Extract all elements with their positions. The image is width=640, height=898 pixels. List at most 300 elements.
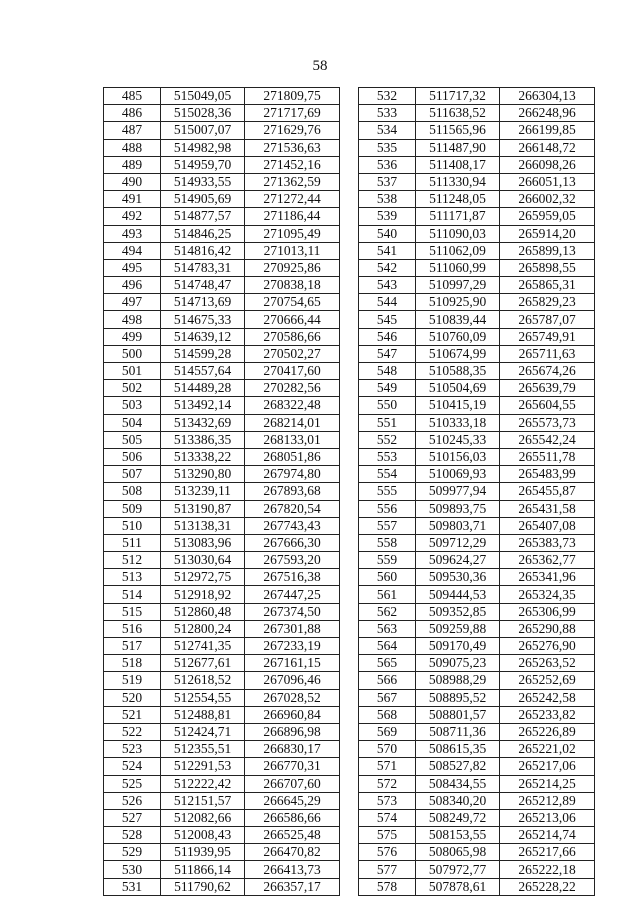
x-coordinate-cell: 514489,28 bbox=[161, 380, 245, 397]
point-number-cell: 536 bbox=[359, 156, 416, 173]
point-number-cell: 577 bbox=[359, 861, 416, 878]
table-row bbox=[359, 723, 595, 740]
table-body bbox=[359, 88, 595, 896]
table-row bbox=[104, 792, 340, 809]
table-body bbox=[104, 88, 340, 896]
table-row bbox=[359, 586, 595, 603]
table-row bbox=[359, 397, 595, 414]
y-coordinate-cell: 265217,06 bbox=[500, 758, 595, 775]
point-number-cell: 509 bbox=[104, 500, 161, 517]
y-coordinate-cell: 265674,26 bbox=[500, 363, 595, 380]
y-coordinate-cell: 270754,65 bbox=[245, 294, 340, 311]
table-row bbox=[359, 861, 595, 878]
x-coordinate-cell: 511717,32 bbox=[416, 88, 500, 105]
point-number-cell: 517 bbox=[104, 638, 161, 655]
x-coordinate-cell: 509977,94 bbox=[416, 483, 500, 500]
table-row bbox=[359, 500, 595, 517]
point-number-cell: 498 bbox=[104, 311, 161, 328]
point-number-cell: 562 bbox=[359, 603, 416, 620]
x-coordinate-cell: 514905,69 bbox=[161, 191, 245, 208]
x-coordinate-cell: 512800,24 bbox=[161, 620, 245, 637]
point-number-cell: 573 bbox=[359, 792, 416, 809]
point-number-cell: 574 bbox=[359, 809, 416, 826]
y-coordinate-cell: 265306,99 bbox=[500, 603, 595, 620]
point-number-cell: 569 bbox=[359, 723, 416, 740]
point-number-cell: 513 bbox=[104, 569, 161, 586]
x-coordinate-cell: 513138,31 bbox=[161, 517, 245, 534]
point-number-cell: 535 bbox=[359, 139, 416, 156]
table-row bbox=[104, 397, 340, 414]
x-coordinate-cell: 511638,52 bbox=[416, 105, 500, 122]
y-coordinate-cell: 268214,01 bbox=[245, 414, 340, 431]
x-coordinate-cell: 510504,69 bbox=[416, 380, 500, 397]
y-coordinate-cell: 271629,76 bbox=[245, 122, 340, 139]
x-coordinate-cell: 513190,87 bbox=[161, 500, 245, 517]
table-row bbox=[104, 672, 340, 689]
y-coordinate-cell: 265383,73 bbox=[500, 534, 595, 551]
table-row bbox=[359, 775, 595, 792]
y-coordinate-cell: 271536,63 bbox=[245, 139, 340, 156]
x-coordinate-cell: 514748,47 bbox=[161, 277, 245, 294]
table-row bbox=[359, 122, 595, 139]
table-row bbox=[104, 466, 340, 483]
x-coordinate-cell: 507878,61 bbox=[416, 878, 500, 895]
y-coordinate-cell: 267820,54 bbox=[245, 500, 340, 517]
y-coordinate-cell: 266199,85 bbox=[500, 122, 595, 139]
x-coordinate-cell: 511565,96 bbox=[416, 122, 500, 139]
y-coordinate-cell: 265787,07 bbox=[500, 311, 595, 328]
y-coordinate-cell: 270417,60 bbox=[245, 363, 340, 380]
y-coordinate-cell: 266357,17 bbox=[245, 878, 340, 895]
y-coordinate-cell: 267028,52 bbox=[245, 689, 340, 706]
table-row bbox=[104, 827, 340, 844]
table-row bbox=[104, 586, 340, 603]
table-row bbox=[104, 311, 340, 328]
table-row bbox=[104, 448, 340, 465]
y-coordinate-cell: 267593,20 bbox=[245, 552, 340, 569]
table-row bbox=[104, 517, 340, 534]
y-coordinate-cell: 265829,23 bbox=[500, 294, 595, 311]
x-coordinate-cell: 512151,57 bbox=[161, 792, 245, 809]
point-number-cell: 487 bbox=[104, 122, 161, 139]
point-number-cell: 529 bbox=[104, 844, 161, 861]
x-coordinate-cell: 511408,17 bbox=[416, 156, 500, 173]
y-coordinate-cell: 270925,86 bbox=[245, 259, 340, 276]
point-number-cell: 567 bbox=[359, 689, 416, 706]
x-coordinate-cell: 514982,98 bbox=[161, 139, 245, 156]
x-coordinate-cell: 510997,29 bbox=[416, 277, 500, 294]
y-coordinate-cell: 270586,66 bbox=[245, 328, 340, 345]
x-coordinate-cell: 514639,12 bbox=[161, 328, 245, 345]
x-coordinate-cell: 511171,87 bbox=[416, 208, 500, 225]
x-coordinate-cell: 510839,44 bbox=[416, 311, 500, 328]
x-coordinate-cell: 514713,69 bbox=[161, 294, 245, 311]
x-coordinate-cell: 509259,88 bbox=[416, 620, 500, 637]
point-number-cell: 500 bbox=[104, 345, 161, 362]
table-row bbox=[104, 689, 340, 706]
x-coordinate-cell: 509893,75 bbox=[416, 500, 500, 517]
y-coordinate-cell: 265511,78 bbox=[500, 448, 595, 465]
y-coordinate-cell: 268133,01 bbox=[245, 431, 340, 448]
point-number-cell: 485 bbox=[104, 88, 161, 105]
point-number-cell: 538 bbox=[359, 191, 416, 208]
x-coordinate-cell: 508527,82 bbox=[416, 758, 500, 775]
point-number-cell: 488 bbox=[104, 139, 161, 156]
point-number-cell: 571 bbox=[359, 758, 416, 775]
y-coordinate-cell: 267447,25 bbox=[245, 586, 340, 603]
point-number-cell: 502 bbox=[104, 380, 161, 397]
y-coordinate-cell: 265341,96 bbox=[500, 569, 595, 586]
x-coordinate-cell: 510245,33 bbox=[416, 431, 500, 448]
table-row bbox=[104, 569, 340, 586]
table-row bbox=[104, 655, 340, 672]
point-number-cell: 566 bbox=[359, 672, 416, 689]
x-coordinate-cell: 512291,53 bbox=[161, 758, 245, 775]
table-row bbox=[359, 792, 595, 809]
point-number-cell: 549 bbox=[359, 380, 416, 397]
point-number-cell: 512 bbox=[104, 552, 161, 569]
y-coordinate-cell: 265914,20 bbox=[500, 225, 595, 242]
y-coordinate-cell: 267974,80 bbox=[245, 466, 340, 483]
y-coordinate-cell: 266770,31 bbox=[245, 758, 340, 775]
point-number-cell: 528 bbox=[104, 827, 161, 844]
table-row bbox=[104, 809, 340, 826]
x-coordinate-cell: 512222,42 bbox=[161, 775, 245, 792]
point-number-cell: 493 bbox=[104, 225, 161, 242]
table-row bbox=[104, 259, 340, 276]
table-row bbox=[359, 758, 595, 775]
table-row bbox=[359, 328, 595, 345]
table-row bbox=[359, 448, 595, 465]
point-number-cell: 504 bbox=[104, 414, 161, 431]
page-number: 58 bbox=[312, 58, 328, 74]
x-coordinate-cell: 513030,64 bbox=[161, 552, 245, 569]
table-row bbox=[359, 242, 595, 259]
y-coordinate-cell: 267374,50 bbox=[245, 603, 340, 620]
y-coordinate-cell: 265228,22 bbox=[500, 878, 595, 895]
point-number-cell: 546 bbox=[359, 328, 416, 345]
y-coordinate-cell: 266830,17 bbox=[245, 741, 340, 758]
table-row bbox=[359, 603, 595, 620]
table-row bbox=[359, 569, 595, 586]
x-coordinate-cell: 512972,75 bbox=[161, 569, 245, 586]
x-coordinate-cell: 514846,25 bbox=[161, 225, 245, 242]
point-number-cell: 506 bbox=[104, 448, 161, 465]
table-row bbox=[104, 225, 340, 242]
table-row bbox=[359, 466, 595, 483]
y-coordinate-cell: 267096,46 bbox=[245, 672, 340, 689]
point-number-cell: 539 bbox=[359, 208, 416, 225]
x-coordinate-cell: 514783,31 bbox=[161, 259, 245, 276]
table-row bbox=[359, 208, 595, 225]
y-coordinate-cell: 265431,58 bbox=[500, 500, 595, 517]
x-coordinate-cell: 512488,81 bbox=[161, 706, 245, 723]
y-coordinate-cell: 266470,82 bbox=[245, 844, 340, 861]
point-number-cell: 565 bbox=[359, 655, 416, 672]
table-row bbox=[359, 173, 595, 190]
y-coordinate-cell: 265290,88 bbox=[500, 620, 595, 637]
point-number-cell: 543 bbox=[359, 277, 416, 294]
y-coordinate-cell: 267233,19 bbox=[245, 638, 340, 655]
y-coordinate-cell: 267301,88 bbox=[245, 620, 340, 637]
point-number-cell: 486 bbox=[104, 105, 161, 122]
x-coordinate-cell: 508711,36 bbox=[416, 723, 500, 740]
table-row bbox=[359, 552, 595, 569]
table-row bbox=[359, 345, 595, 362]
table-row bbox=[359, 844, 595, 861]
y-coordinate-cell: 266960,84 bbox=[245, 706, 340, 723]
table-row bbox=[359, 139, 595, 156]
x-coordinate-cell: 512677,61 bbox=[161, 655, 245, 672]
table-row bbox=[359, 655, 595, 672]
x-coordinate-cell: 513239,11 bbox=[161, 483, 245, 500]
point-number-cell: 556 bbox=[359, 500, 416, 517]
x-coordinate-cell: 511062,09 bbox=[416, 242, 500, 259]
x-coordinate-cell: 508249,72 bbox=[416, 809, 500, 826]
y-coordinate-cell: 271809,75 bbox=[245, 88, 340, 105]
y-coordinate-cell: 265226,89 bbox=[500, 723, 595, 740]
table-row bbox=[359, 191, 595, 208]
point-number-cell: 534 bbox=[359, 122, 416, 139]
table-row bbox=[359, 156, 595, 173]
x-coordinate-cell: 512860,48 bbox=[161, 603, 245, 620]
table-row bbox=[104, 431, 340, 448]
point-number-cell: 519 bbox=[104, 672, 161, 689]
point-number-cell: 572 bbox=[359, 775, 416, 792]
y-coordinate-cell: 266248,96 bbox=[500, 105, 595, 122]
table-row bbox=[359, 414, 595, 431]
x-coordinate-cell: 514816,42 bbox=[161, 242, 245, 259]
y-coordinate-cell: 265407,08 bbox=[500, 517, 595, 534]
x-coordinate-cell: 510415,19 bbox=[416, 397, 500, 414]
table-row bbox=[104, 191, 340, 208]
x-coordinate-cell: 512355,51 bbox=[161, 741, 245, 758]
x-coordinate-cell: 508434,55 bbox=[416, 775, 500, 792]
coordinates-table-left bbox=[103, 87, 340, 896]
y-coordinate-cell: 265242,58 bbox=[500, 689, 595, 706]
table-row bbox=[359, 827, 595, 844]
y-coordinate-cell: 265233,82 bbox=[500, 706, 595, 723]
point-number-cell: 520 bbox=[104, 689, 161, 706]
table-row bbox=[359, 620, 595, 637]
point-number-cell: 508 bbox=[104, 483, 161, 500]
point-number-cell: 537 bbox=[359, 173, 416, 190]
table-row bbox=[104, 775, 340, 792]
table-row bbox=[104, 105, 340, 122]
y-coordinate-cell: 265214,74 bbox=[500, 827, 595, 844]
x-coordinate-cell: 509170,49 bbox=[416, 638, 500, 655]
y-coordinate-cell: 265899,13 bbox=[500, 242, 595, 259]
point-number-cell: 499 bbox=[104, 328, 161, 345]
table-row bbox=[359, 105, 595, 122]
x-coordinate-cell: 508340,20 bbox=[416, 792, 500, 809]
table-row bbox=[359, 741, 595, 758]
table-row bbox=[104, 706, 340, 723]
point-number-cell: 526 bbox=[104, 792, 161, 809]
table-row bbox=[359, 225, 595, 242]
table-row bbox=[104, 88, 340, 105]
y-coordinate-cell: 271186,44 bbox=[245, 208, 340, 225]
x-coordinate-cell: 512424,71 bbox=[161, 723, 245, 740]
x-coordinate-cell: 514933,55 bbox=[161, 173, 245, 190]
y-coordinate-cell: 265959,05 bbox=[500, 208, 595, 225]
x-coordinate-cell: 512554,55 bbox=[161, 689, 245, 706]
y-coordinate-cell: 271452,16 bbox=[245, 156, 340, 173]
y-coordinate-cell: 265455,87 bbox=[500, 483, 595, 500]
table-row bbox=[104, 414, 340, 431]
point-number-cell: 511 bbox=[104, 534, 161, 551]
point-number-cell: 553 bbox=[359, 448, 416, 465]
table-row bbox=[359, 517, 595, 534]
point-number-cell: 545 bbox=[359, 311, 416, 328]
x-coordinate-cell: 513386,35 bbox=[161, 431, 245, 448]
y-coordinate-cell: 265213,06 bbox=[500, 809, 595, 826]
table-row bbox=[359, 706, 595, 723]
table-row bbox=[359, 380, 595, 397]
point-number-cell: 494 bbox=[104, 242, 161, 259]
x-coordinate-cell: 508615,35 bbox=[416, 741, 500, 758]
table-row bbox=[104, 208, 340, 225]
y-coordinate-cell: 265221,02 bbox=[500, 741, 595, 758]
x-coordinate-cell: 508153,55 bbox=[416, 827, 500, 844]
point-number-cell: 490 bbox=[104, 173, 161, 190]
x-coordinate-cell: 511790,62 bbox=[161, 878, 245, 895]
point-number-cell: 503 bbox=[104, 397, 161, 414]
x-coordinate-cell: 511060,99 bbox=[416, 259, 500, 276]
table-row bbox=[104, 294, 340, 311]
point-number-cell: 510 bbox=[104, 517, 161, 534]
x-coordinate-cell: 514877,57 bbox=[161, 208, 245, 225]
y-coordinate-cell: 265898,55 bbox=[500, 259, 595, 276]
x-coordinate-cell: 514557,64 bbox=[161, 363, 245, 380]
table-row bbox=[104, 242, 340, 259]
point-number-cell: 561 bbox=[359, 586, 416, 603]
x-coordinate-cell: 510156,03 bbox=[416, 448, 500, 465]
x-coordinate-cell: 511866,14 bbox=[161, 861, 245, 878]
point-number-cell: 560 bbox=[359, 569, 416, 586]
table-row bbox=[104, 534, 340, 551]
x-coordinate-cell: 512741,35 bbox=[161, 638, 245, 655]
x-coordinate-cell: 515007,07 bbox=[161, 122, 245, 139]
x-coordinate-cell: 511939,95 bbox=[161, 844, 245, 861]
point-number-cell: 532 bbox=[359, 88, 416, 105]
table-row bbox=[104, 363, 340, 380]
y-coordinate-cell: 271362,59 bbox=[245, 173, 340, 190]
x-coordinate-cell: 511330,94 bbox=[416, 173, 500, 190]
y-coordinate-cell: 266304,13 bbox=[500, 88, 595, 105]
point-number-cell: 541 bbox=[359, 242, 416, 259]
point-number-cell: 570 bbox=[359, 741, 416, 758]
y-coordinate-cell: 265573,73 bbox=[500, 414, 595, 431]
x-coordinate-cell: 510588,35 bbox=[416, 363, 500, 380]
y-coordinate-cell: 266896,98 bbox=[245, 723, 340, 740]
point-number-cell: 533 bbox=[359, 105, 416, 122]
point-number-cell: 550 bbox=[359, 397, 416, 414]
y-coordinate-cell: 266413,73 bbox=[245, 861, 340, 878]
x-coordinate-cell: 515049,05 bbox=[161, 88, 245, 105]
table-row bbox=[104, 500, 340, 517]
table-row bbox=[104, 603, 340, 620]
point-number-cell: 501 bbox=[104, 363, 161, 380]
y-coordinate-cell: 267666,30 bbox=[245, 534, 340, 551]
point-number-cell: 505 bbox=[104, 431, 161, 448]
table-row bbox=[359, 638, 595, 655]
coordinates-table-right bbox=[358, 87, 595, 896]
point-number-cell: 542 bbox=[359, 259, 416, 276]
x-coordinate-cell: 514675,33 bbox=[161, 311, 245, 328]
point-number-cell: 492 bbox=[104, 208, 161, 225]
point-number-cell: 514 bbox=[104, 586, 161, 603]
x-coordinate-cell: 512618,52 bbox=[161, 672, 245, 689]
x-coordinate-cell: 509352,85 bbox=[416, 603, 500, 620]
y-coordinate-cell: 265711,63 bbox=[500, 345, 595, 362]
y-coordinate-cell: 267743,43 bbox=[245, 517, 340, 534]
table-row bbox=[359, 431, 595, 448]
y-coordinate-cell: 266645,29 bbox=[245, 792, 340, 809]
x-coordinate-cell: 508988,29 bbox=[416, 672, 500, 689]
table-row bbox=[104, 861, 340, 878]
x-coordinate-cell: 509444,53 bbox=[416, 586, 500, 603]
point-number-cell: 540 bbox=[359, 225, 416, 242]
table-row bbox=[104, 483, 340, 500]
point-number-cell: 547 bbox=[359, 345, 416, 362]
y-coordinate-cell: 270502,27 bbox=[245, 345, 340, 362]
x-coordinate-cell: 511248,05 bbox=[416, 191, 500, 208]
table-row bbox=[104, 552, 340, 569]
y-coordinate-cell: 270838,18 bbox=[245, 277, 340, 294]
x-coordinate-cell: 509075,23 bbox=[416, 655, 500, 672]
x-coordinate-cell: 512008,43 bbox=[161, 827, 245, 844]
table-row bbox=[104, 277, 340, 294]
point-number-cell: 544 bbox=[359, 294, 416, 311]
table-row bbox=[104, 758, 340, 775]
y-coordinate-cell: 268051,86 bbox=[245, 448, 340, 465]
point-number-cell: 576 bbox=[359, 844, 416, 861]
point-number-cell: 563 bbox=[359, 620, 416, 637]
table-row bbox=[359, 311, 595, 328]
x-coordinate-cell: 510925,90 bbox=[416, 294, 500, 311]
x-coordinate-cell: 513338,22 bbox=[161, 448, 245, 465]
point-number-cell: 518 bbox=[104, 655, 161, 672]
x-coordinate-cell: 508065,98 bbox=[416, 844, 500, 861]
table-row bbox=[104, 328, 340, 345]
y-coordinate-cell: 267161,15 bbox=[245, 655, 340, 672]
y-coordinate-cell: 265263,52 bbox=[500, 655, 595, 672]
y-coordinate-cell: 270282,56 bbox=[245, 380, 340, 397]
x-coordinate-cell: 512082,66 bbox=[161, 809, 245, 826]
y-coordinate-cell: 271272,44 bbox=[245, 191, 340, 208]
point-number-cell: 530 bbox=[104, 861, 161, 878]
y-coordinate-cell: 265252,69 bbox=[500, 672, 595, 689]
table-row bbox=[104, 173, 340, 190]
point-number-cell: 559 bbox=[359, 552, 416, 569]
point-number-cell: 525 bbox=[104, 775, 161, 792]
table-row bbox=[104, 638, 340, 655]
point-number-cell: 551 bbox=[359, 414, 416, 431]
table-row bbox=[359, 809, 595, 826]
point-number-cell: 524 bbox=[104, 758, 161, 775]
point-number-cell: 548 bbox=[359, 363, 416, 380]
y-coordinate-cell: 265639,79 bbox=[500, 380, 595, 397]
table-row bbox=[104, 380, 340, 397]
point-number-cell: 495 bbox=[104, 259, 161, 276]
x-coordinate-cell: 507972,77 bbox=[416, 861, 500, 878]
x-coordinate-cell: 509712,29 bbox=[416, 534, 500, 551]
point-number-cell: 554 bbox=[359, 466, 416, 483]
y-coordinate-cell: 267893,68 bbox=[245, 483, 340, 500]
point-number-cell: 491 bbox=[104, 191, 161, 208]
y-coordinate-cell: 265749,91 bbox=[500, 328, 595, 345]
